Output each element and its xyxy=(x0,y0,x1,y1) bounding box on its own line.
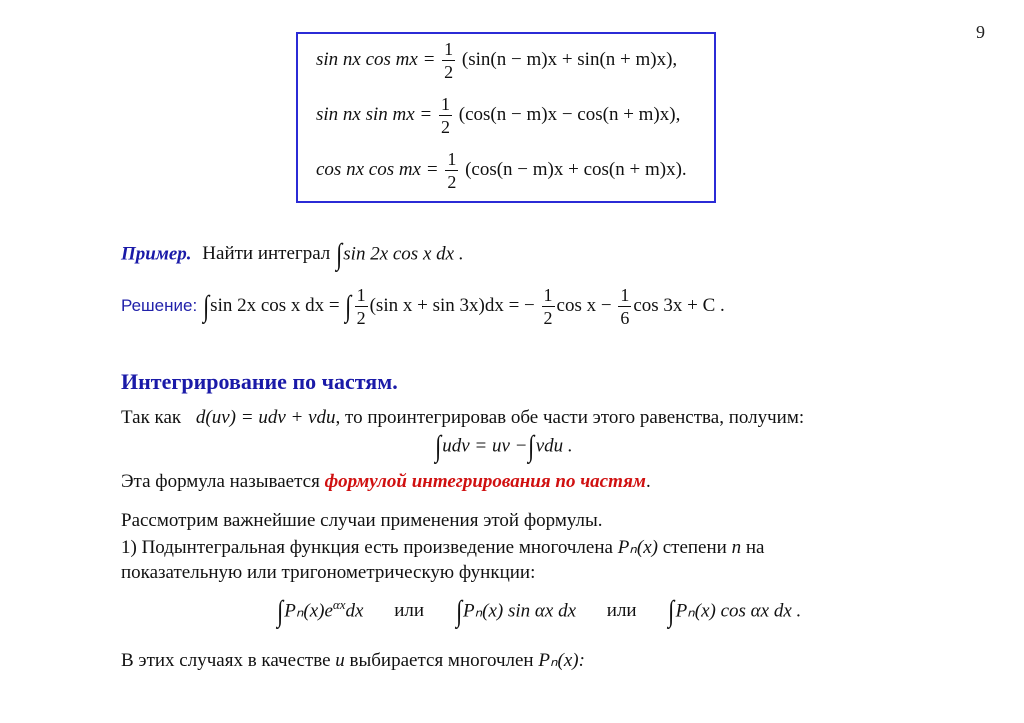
highlight-term: формулой интегрирования по частям xyxy=(324,471,646,492)
formula-sin-sin: sin nx sin mx = $\frac{1}{2}$ (cos(n − m)x − cos(n + m)x), xyxy=(316,94,681,137)
formula-sin-cos: sin nx cos mx = $\frac{1}{2}$ (sin(n − m)x + sin(n + m)x), xyxy=(316,39,678,82)
section-title: Интегрирование по частям. xyxy=(121,369,398,394)
formula-name-line: Эта формула называется формулой интегрирования по частям. xyxy=(121,471,651,492)
solution-line: Решение: ∫sin 2x cos x dx = ∫ $\frac{1}{2}$ (sin x + sin 3x)dx = − $\frac{1}{2}$ cos x − $\frac{1}{6}$ cos 3x + C . xyxy=(121,285,725,328)
case1-line: 1) Подынтегральная функция есть произведение многочлена Pₙ(x) степени n на xyxy=(121,537,765,558)
solution-label: Решение: xyxy=(121,295,198,315)
consider-line: Рассмотрим важнейшие случаи применения этой формулы. xyxy=(121,510,603,531)
example-line xyxy=(121,240,464,270)
integration-by-parts-intro: Так как d(uv) = udv + vdu, то проинтегрировав обе части этого равенства, получим: xyxy=(121,407,805,428)
example-integral: sin 2x cos x dx . xyxy=(343,243,464,265)
case1-continuation: показательную или тригонометрическую функции: xyxy=(121,562,536,583)
parts-formula: ∫udv = uv −∫vdu . xyxy=(435,430,573,463)
last-line: В этих случаях в качестве u выбирается многочлен Pₙ(x): xyxy=(121,650,585,671)
integral-sign: ∫ xyxy=(336,238,343,271)
example-task: Найти интеграл xyxy=(202,243,331,265)
cases-formula: $\int P_n(x)e^{\alpha x}dx$ или ∫Pₙ(x) sin αx dx или ∫Pₙ(x) cos αx dx . xyxy=(277,595,802,628)
example-label: Пример. xyxy=(121,243,192,265)
formula-cos-cos: cos nx cos mx = $\frac{1}{2}$ (cos(n − m)x + cos(n + m)x). xyxy=(316,149,687,192)
page-number: 9 xyxy=(976,22,985,42)
